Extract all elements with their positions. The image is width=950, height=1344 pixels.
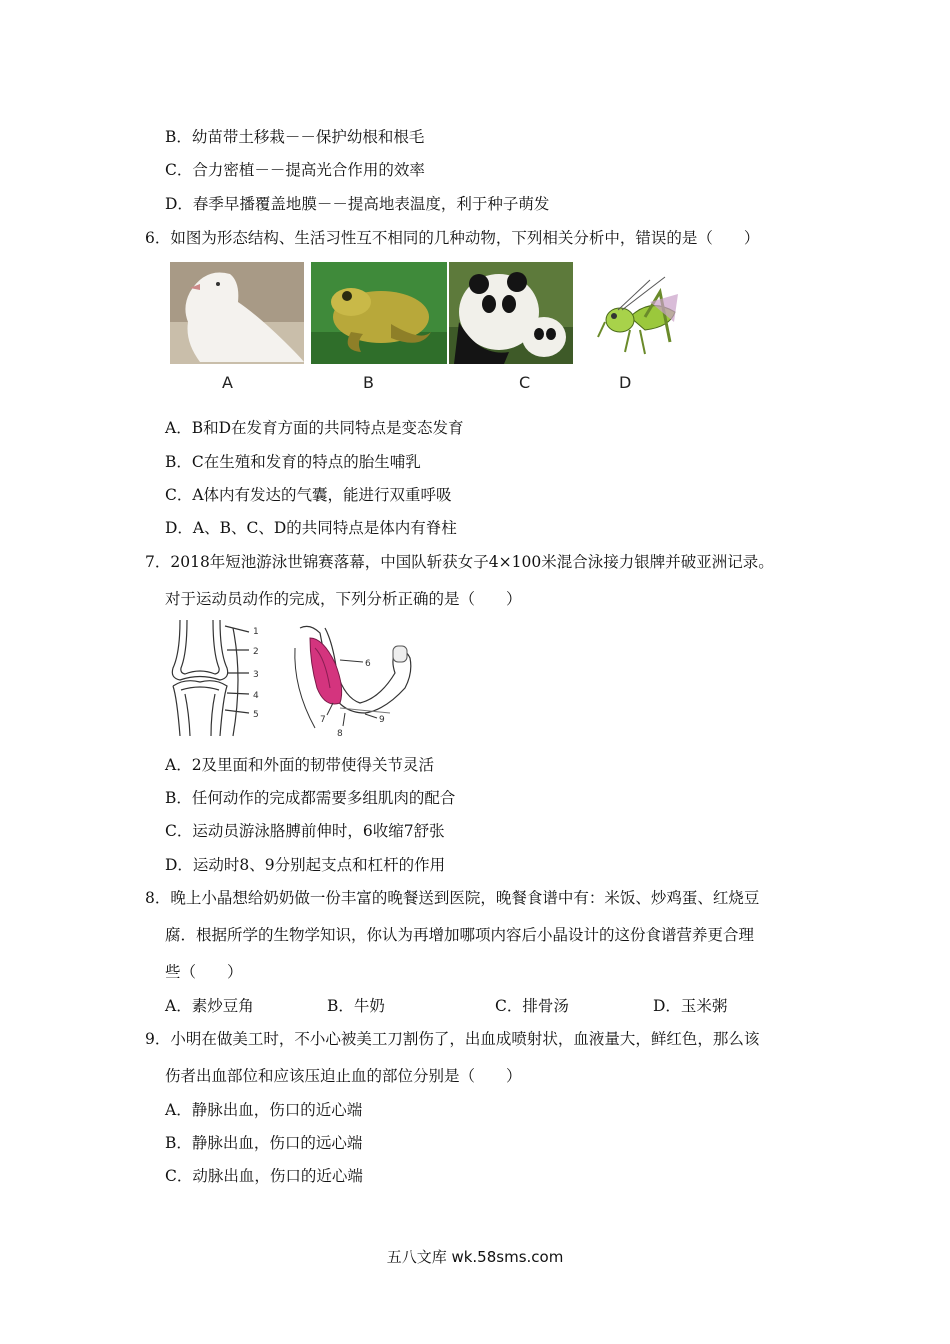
q9-option-c: C．动脉出血，伤口的近心端 xyxy=(165,1167,363,1185)
knee-joint-diagram xyxy=(165,618,425,740)
q7-option-c: C．运动员游泳胳膊前伸时，6收缩7舒张 xyxy=(165,822,445,840)
joint-label-5: 5 xyxy=(253,710,259,720)
animal-label-c: C xyxy=(519,373,531,392)
animals-figure xyxy=(170,262,690,397)
arm-label-9: 9 xyxy=(379,715,385,725)
q8-option-a: A．素炒豆角 xyxy=(165,997,254,1015)
joint-label-2: 2 xyxy=(253,647,259,657)
arm-label-6: 6 xyxy=(365,659,371,669)
q5-option-b: B．幼苗带土移栽－－保护幼根和根毛 xyxy=(165,128,425,146)
panda-photo xyxy=(449,262,573,364)
q9-stem-line1: 9．小明在做美工时，不小心被美工刀割伤了，出血成喷射状，血液量大，鲜红色，那么该 xyxy=(145,1030,760,1048)
joint-label-4: 4 xyxy=(253,691,259,701)
dove-photo xyxy=(170,262,304,364)
q7-stem-line2: 对于运动员动作的完成，下列分析正确的是（ ） xyxy=(165,590,522,608)
q6-stem: 6．如图为形态结构、生活习性互不相同的几种动物，下列相关分析中，错误的是（ ） xyxy=(145,229,760,247)
q7-option-d: D．运动时8、9分别起支点和杠杆的作用 xyxy=(165,856,446,874)
q6-option-b: B．C在生殖和发育的特点的胎生哺乳 xyxy=(165,453,421,471)
q9-option-a: A．静脉出血，伤口的近心端 xyxy=(165,1101,363,1119)
q6-option-c: C．A体内有发达的气囊，能进行双重呼吸 xyxy=(165,486,452,504)
footer-watermark: 五八文库 wk.58sms.com xyxy=(386,1248,564,1266)
animal-label-d: D xyxy=(619,373,632,392)
q7-option-a: A．2及里面和外面的韧带使得关节灵活 xyxy=(165,756,435,774)
q8-option-b: B．牛奶 xyxy=(327,997,385,1015)
q8-stem-line2: 腐．根据所学的生物学知识，你认为再增加哪项内容后小晶设计的这份食谱营养更合理 xyxy=(165,926,755,944)
animal-label-a: A xyxy=(222,373,233,392)
joint-label-1: 1 xyxy=(253,627,259,637)
arm-muscle-diagram xyxy=(295,626,411,728)
q8-option-d: D．玉米粥 xyxy=(653,997,728,1015)
q9-option-b: B．静脉出血，伤口的远心端 xyxy=(165,1134,363,1152)
q8-stem-line1: 8．晚上小晶想给奶奶做一份丰富的晚餐送到医院，晚餐食谱中有：米饭、炒鸡蛋、红烧豆 xyxy=(145,889,760,907)
q5-option-c: C．合力密植－－提高光合作用的效率 xyxy=(165,161,425,179)
arm-label-8: 8 xyxy=(337,729,343,739)
q5-option-d: D．春季早播覆盖地膜－－提高地表温度，利于种子萌发 xyxy=(165,195,550,213)
animal-label-b: B xyxy=(363,373,374,392)
arm-label-7: 7 xyxy=(320,715,326,725)
joint-arm-figure xyxy=(165,618,425,740)
frog-photo xyxy=(311,262,447,364)
q7-option-b: B．任何动作的完成都需要多组肌肉的配合 xyxy=(165,789,456,807)
q8-option-c: C．排骨汤 xyxy=(495,997,569,1015)
q6-option-d: D．A、B、C、D的共同特点是体内有脊柱 xyxy=(165,519,457,537)
q7-stem-line1: 7．2018年短池游泳世锦赛落幕，中国队斩获女子4×100米混合泳接力银牌并破亚洲记录。 xyxy=(145,553,774,571)
q8-stem-line3: 些（ ） xyxy=(165,963,243,981)
joint-label-3: 3 xyxy=(253,670,259,680)
q6-option-a: A．B和D在发育方面的共同特点是变态发育 xyxy=(165,419,464,437)
q9-stem-line2: 伤者出血部位和应该压迫止血的部位分别是（ ） xyxy=(165,1067,522,1085)
grasshopper-drawing xyxy=(590,272,690,364)
